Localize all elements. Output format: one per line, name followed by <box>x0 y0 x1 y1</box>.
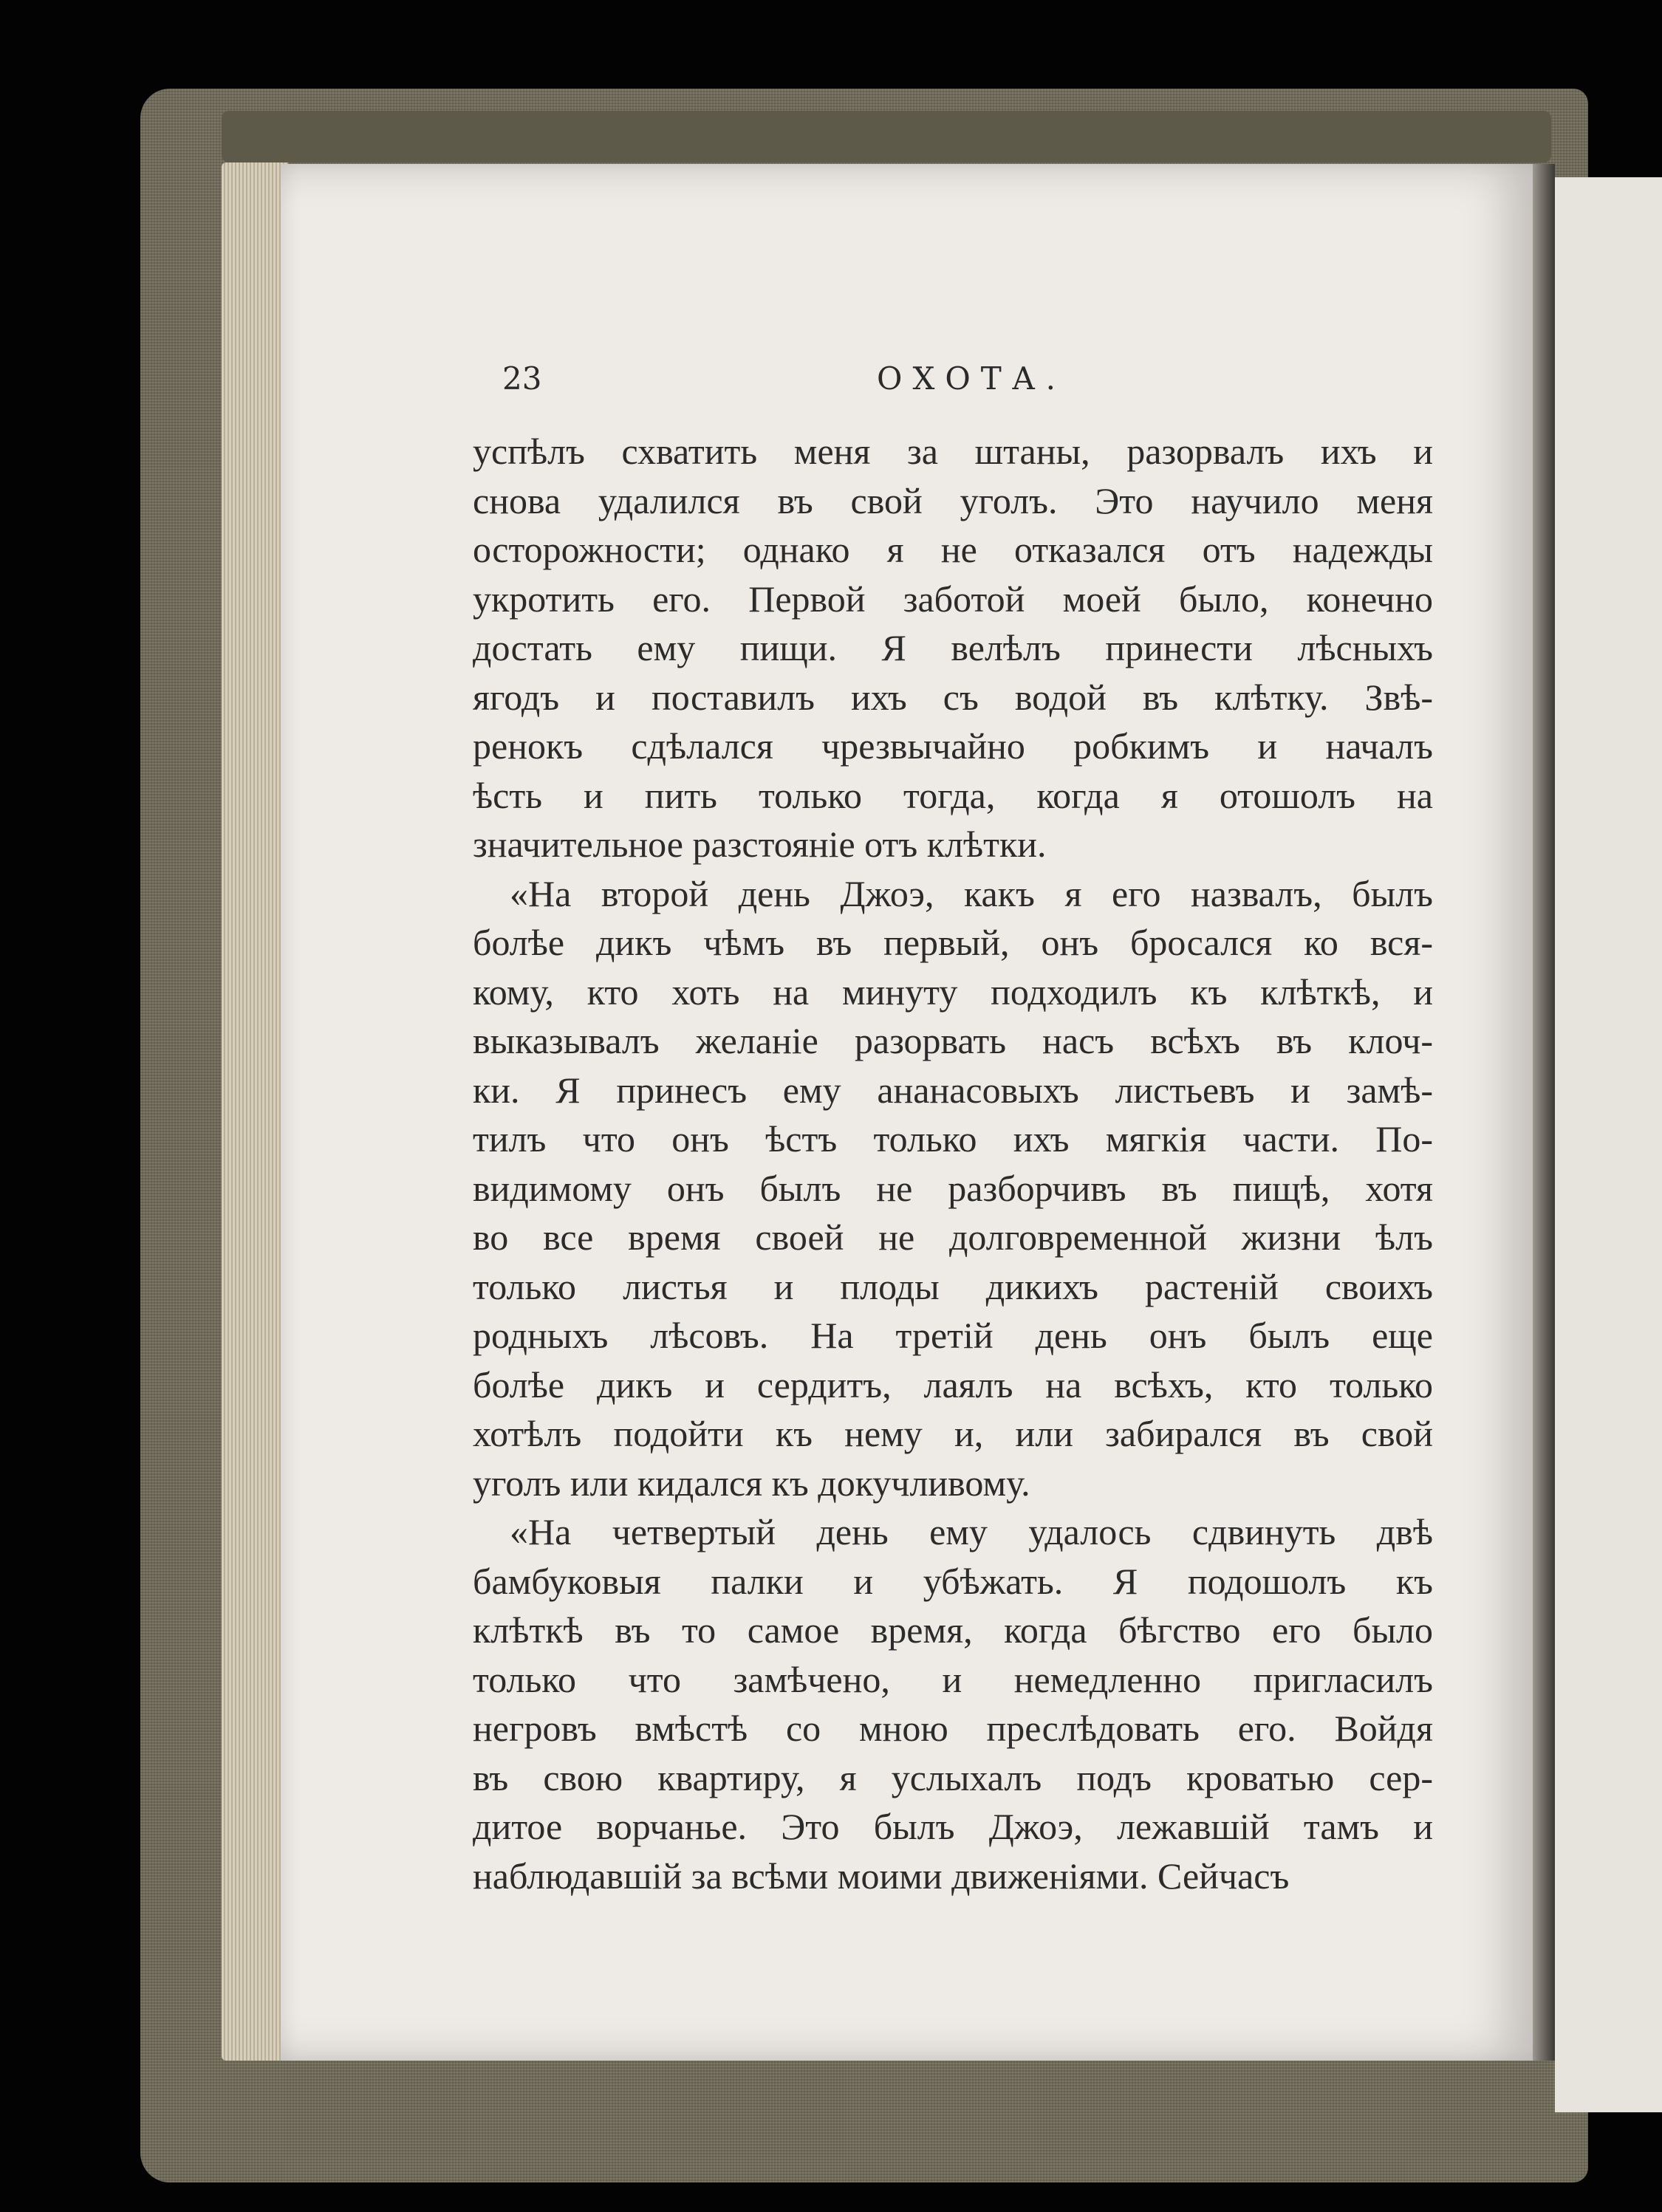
text-line: родныхъ лѣсовъ. На третій день онъ былъ еще <box>473 1315 1433 1356</box>
text-line: видимому онъ былъ не разборчивъ въ пищѣ, хотя <box>473 1167 1433 1209</box>
text-line: бамбуковыя палки и убѣжать. Я подошолъ къ <box>473 1560 1433 1602</box>
text-line: болѣе дикъ и сердитъ, лаялъ на всѣхъ, кто только <box>473 1363 1433 1405</box>
book-gutter <box>1533 164 1555 2061</box>
text-line: достать ему пищи. Я велѣлъ принести лѣсныхъ <box>473 627 1433 668</box>
facing-page-edge <box>1555 177 1662 2112</box>
body-text <box>473 427 1433 1900</box>
running-head <box>502 360 1440 412</box>
page-number: 23 <box>502 360 542 397</box>
text-line: болѣе дикъ чѣмъ въ первый, онъ бросался ко вся- <box>473 922 1433 963</box>
text-line: осторожности; однако я не отказался отъ надежды <box>473 529 1433 570</box>
text-line: дитое ворчанье. Это былъ Джоэ, лежавшій тамъ и <box>473 1806 1433 1847</box>
running-title: ОХОТА. <box>877 360 1066 397</box>
text-line: въ свою квартиру, я услыхалъ подъ кроватью сер- <box>473 1756 1433 1798</box>
text-line: наблюдавшій за всѣми моими движеніями. Сейчасъ <box>473 1855 1290 1897</box>
text-line: ренокъ сдѣлался чрезвычайно робкимъ и началъ <box>473 725 1433 767</box>
text-line: негровъ вмѣстѣ со мною преслѣдовать его. Войдя <box>473 1708 1433 1749</box>
text-line: тилъ что онъ ѣстъ только ихъ мягкія части. По- <box>473 1118 1433 1160</box>
text-line: ягодъ и поставилъ ихъ съ водой въ клѣтку. Звѣ- <box>473 676 1433 718</box>
paragraph <box>473 1507 1433 1900</box>
text-line: успѣлъ схватить меня за штаны, разорвалъ ихъ и <box>473 431 1433 472</box>
text-line: ки. Я принесъ ему ананасовыхъ листьевъ и замѣ- <box>473 1069 1433 1111</box>
text-line: значительное разстояніе отъ клѣтки. <box>473 823 1047 865</box>
text-line: ѣсть и пить только тогда, когда я отошолъ на <box>473 774 1433 816</box>
cover-spine-band <box>222 111 1551 162</box>
text-line: кому, кто хоть на минуту подходилъ къ клѣткѣ, и <box>473 970 1433 1013</box>
page-edges <box>222 162 288 2061</box>
text-line: укротить его. Первой заботой моей было, конечно <box>473 578 1433 620</box>
paragraph <box>473 427 1433 869</box>
text-line: уголъ или кидался къ докучливому. <box>473 1462 1030 1504</box>
text-line: клѣткѣ въ то самое время, когда бѣгство его было <box>473 1609 1433 1651</box>
paragraph <box>473 869 1433 1508</box>
text-line: хотѣлъ подойти къ нему и, или забирался въ свой <box>473 1413 1433 1454</box>
text-line: во все время своей не долговременной жизни ѣлъ <box>473 1216 1433 1258</box>
text-line: снова удалился въ свой уголъ. Это научило меня <box>473 479 1433 521</box>
text-line: только листья и плоды дикихъ растеній своихъ <box>473 1265 1433 1307</box>
text-line: только что замѣчено, и немедленно пригласилъ <box>473 1658 1433 1700</box>
text-line: «На четвертый день ему удалось сдвинуть двѣ <box>510 1511 1433 1552</box>
text-line: «На второй день Джоэ, какъ я его назвалъ, былъ <box>510 872 1433 914</box>
text-line: выказывалъ желаніе разорвать насъ всѣхъ въ клоч- <box>473 1020 1433 1061</box>
